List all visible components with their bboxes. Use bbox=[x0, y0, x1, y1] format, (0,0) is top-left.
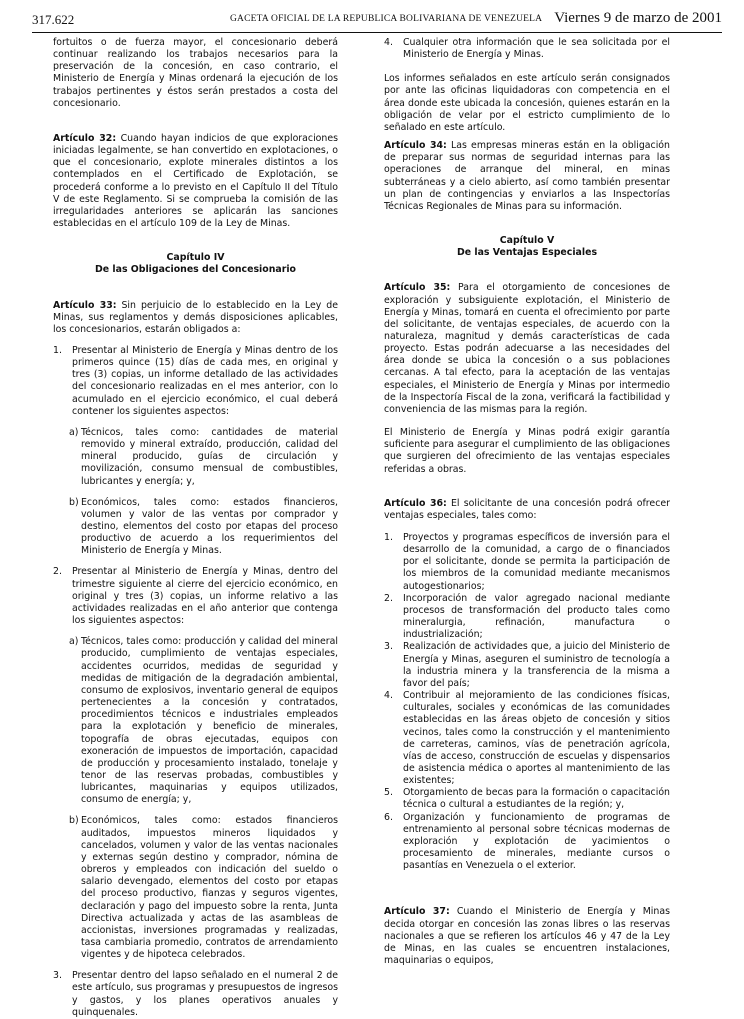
item-text: Incorporación de valor agregado nacional mediante procesos de transformación del producto tales como mineralurgia, refinación, manufactura o industrialización; bbox=[403, 592, 670, 641]
article-34-text: Las empresas mineras están en la obligación de preparar sus normas de seguridad internas para las operaciones de arranque del mineral, en minas subterráneas y a cielo abierto, así como también presentar un plan de contingencias y enviarlos a las Inspectorías Técnicas Regionales de Minas para su información. bbox=[384, 140, 670, 212]
obligation-item-3 bbox=[53, 970, 338, 1019]
article-35-text: Para el otorgamiento de concesiones de exploración y subsiguiente explotación, el Ministerio de Energía y Minas, tomará en cuenta el ofrecimiento por parte del solicitante, de ventajas especiales, de acuerdo con la naturaleza, magnitud y demás características de cada proyecto. Estas podrán adecuarse a las necesidades del área donde se ubica la concesión o a sus poblaciones cercanas. A tal efecto, para la aceptación de las ventajas especiales, el Ministerio de Energía y Minas por intermedio de la Inspectoría Fiscal de la zona, verificará la factibilidad y conveniencia de las mismas para la región. bbox=[384, 282, 670, 415]
item-text: Cualquier otra información que le sea solicitada por el Ministerio de Energía y Minas. bbox=[403, 37, 670, 61]
obligation-item-2 bbox=[53, 566, 338, 627]
item-text: Presentar al Ministerio de Energía y Minas dentro de los primeros quince (15) días de cada mes, en original y tres (3) copias, un informe detallado de las actividades del concesionario realizadas en el mes anterior, con lo acumulado en el ejercicio económico, el cual deberá contener los siguientes aspectos: bbox=[72, 344, 338, 417]
advantage-item-1 bbox=[384, 532, 670, 593]
article-35-label: Artículo 35: bbox=[384, 282, 451, 294]
sub-item-letter: a) bbox=[69, 636, 79, 648]
intro-paragraph: fortuitos o de fuerza mayor, el concesionario deberá continuar realizando los trabajos necesarios para la preservación de la concesión, en caso contrario, el Ministerio de Energía y Minas ordenará la ejecución de los trabajos pertinentes y éstos serán prestados a costa del concesionario. bbox=[53, 37, 338, 109]
article-32 bbox=[53, 133, 338, 230]
article-36 bbox=[384, 498, 670, 522]
sub-item-text: Económicos, tales como: estados financieros, volumen y valor de las ventas por comprador y destino, elementos del costo por etapas del proceso productivo de acuerdo a los requerimientos del Ministerio de Energía y Minas. bbox=[81, 496, 338, 557]
obligation-item-1b bbox=[53, 497, 338, 558]
article-33-label: Artículo 33: bbox=[53, 299, 117, 311]
article-32-label: Artículo 32: bbox=[53, 132, 117, 144]
item-number: 1. bbox=[53, 344, 62, 356]
sub-item-letter: b) bbox=[69, 815, 79, 827]
item-number: 3. bbox=[53, 970, 62, 982]
obligation-item-2b bbox=[53, 815, 338, 961]
item-text: Organización y funcionamiento de programas de entrenamiento al personal sobre técnicas modernas de exploración y explotación de yacimientos o procesamiento de minerales, mediante cursos o pasantías en Venezuela o el exterior. bbox=[403, 811, 670, 872]
item-text: Realización de actividades que, a juicio del Ministerio de Energía y Minas, aseguren el suministro de tecnología a la industria minera y la transferencia de la misma a favor del país; bbox=[403, 641, 670, 689]
article-36-text: El solicitante de una concesión podrá ofrecer ventajas especiales, tales como: bbox=[384, 497, 670, 521]
sub-item-text: Técnicos, tales como: cantidades de material removido y mineral extraído, producción, calidad del mineral producido, guías de circulación y movilización, consumo mensual de combustibles, lubricantes y energía; y, bbox=[81, 426, 338, 487]
garantia-paragraph: El Ministerio de Energía y Minas podrá exigir garantía suficiente para asegurar el cumplimiento de las obligaciones que surgieren del ofrecimiento de las ventajas especiales referidas a obras. bbox=[384, 427, 670, 475]
sub-item-text: Técnicos, tales como: producción y calidad del mineral producido, cumplimiento de ventajas especiales, accidentes ocurridos, medidas de seguridad y medidas de mitigación de la degradación ambiental, consumo de explosivos, inventario general de equipos pertenecientes a la concesión y contratados, procedimientos técnicos e industriales empleados para la explotación y beneficio de minerales, topografía de obras ejecutadas, equipos con exoneración de impuestos de importación, capacidad de producción y procesamiento instalado, tonelaje y tenor de las reservas probadas, combustibles y lubricantes, maquinarias y equipos utilizados, consumo de energía; y, bbox=[81, 636, 338, 806]
article-34-label: Artículo 34: bbox=[384, 140, 447, 152]
item-number: 3. bbox=[384, 641, 393, 653]
article-34 bbox=[384, 140, 670, 213]
chapter-iv-number: Capítulo IV bbox=[166, 252, 225, 264]
advantage-item-5 bbox=[384, 787, 670, 811]
sub-item-letter: b) bbox=[69, 496, 79, 508]
item-text: Contribuir al mejoramiento de las condiciones físicas, culturales, sociales y económicas de las comunidades establecidas en las áreas objeto de concesión y sitios vecinos, tales como la construcción y el mantenimiento de carreteras, caminos, vías de penetración agrícola, vías de acceso, construcción de escuelas y dispensarios de asistencia médica o aportes al mantenimiento de las existentes; bbox=[403, 690, 670, 787]
chapter-v-title: De las Ventajas Especiales bbox=[456, 247, 598, 259]
sub-item-text: Económicos, tales como: estados financieros auditados, impuestos mineros liquidados y cancelados, volumen y valor de las ventas nacionales y externas según destino y comprador, nómina de obreros y empleados con indicación del sueldo o salario devengado, elementos del costo por etapas del proceso productivo, fianzas y seguros vigentes, declaración y pago del impuesto sobre la renta, Junta Directiva actualizada y actas de las asambleas de accionistas, inversiones programadas y realizadas, tasa cambiaria promedio, contratos de arrendamiento vigentes y de hipoteca celebrados. bbox=[81, 815, 338, 961]
item-number: 5. bbox=[384, 787, 393, 799]
article-33 bbox=[53, 300, 338, 336]
page-number: 317.622 bbox=[32, 12, 75, 27]
article-37 bbox=[384, 906, 670, 967]
publication-date: Viernes 9 de marzo de 2001 bbox=[554, 10, 722, 26]
article-36-label: Artículo 36: bbox=[384, 497, 447, 509]
advantage-item-2 bbox=[384, 593, 670, 642]
item-text: Presentar al Ministerio de Energía y Minas, dentro del trimestre siguiente al cierre del ejercicio económico, en original y tres (3) copias, un informe relativo a las actividades realizadas en el año anterior que contenga los siguientes aspectos: bbox=[72, 566, 338, 627]
article-37-text: Cuando el Ministerio de Energía y Minas decida otorgar en concesión las zonas libres o las reservas nacionales a que se refieren los artículos 46 y 47 de la Ley de Minas, en las cuales se encuentren instalaciones, maquinarias o equipos, bbox=[384, 906, 670, 966]
obligation-item-4 bbox=[384, 37, 670, 61]
chapter-v-number: Capítulo V bbox=[499, 235, 555, 247]
informes-paragraph: Los informes señalados en este artículo serán consignados por ante las oficinas liquidadoras con competencia en el área donde este ubicada la concesión, quienes estarán en la obligación de velar por el estricto cumplimiento de lo señalado en este artículo. bbox=[384, 73, 670, 133]
page-header bbox=[32, 10, 722, 33]
gazette-title: GACETA OFICIAL DE LA REPUBLICA BOLIVARIANA DE VENEZUELA bbox=[230, 14, 543, 24]
obligation-item-1 bbox=[53, 345, 338, 418]
item-number: 2. bbox=[384, 592, 393, 604]
article-37-label: Artículo 37: bbox=[384, 906, 450, 918]
advantage-item-4 bbox=[384, 690, 670, 787]
obligation-item-2a bbox=[53, 636, 338, 806]
item-number: 6. bbox=[384, 811, 393, 823]
advantage-item-3 bbox=[384, 641, 670, 690]
item-number: 4. bbox=[384, 690, 393, 702]
left-column bbox=[53, 37, 338, 1019]
item-text: Presentar dentro del lapso señalado en el numeral 2 de este artículo, sus programas y presupuestos de ingresos y gastos, y los planes operativos anuales y quinquenales. bbox=[72, 970, 338, 1018]
item-number: 2. bbox=[53, 566, 62, 578]
chapter-iv-title: De las Obligaciones del Concesionario bbox=[95, 264, 296, 276]
item-number: 1. bbox=[384, 532, 393, 543]
advantage-item-6 bbox=[384, 812, 670, 873]
article-33-text: Sin perjuicio de lo establecido en la Ley de Minas, sus reglamentos y demás disposiciones aplicables, los concesionarios, estarán obligados a: bbox=[53, 299, 338, 335]
right-column bbox=[384, 37, 670, 967]
article-32-text: Cuando hayan indicios de que exploraciones iniciadas legalmente, se han convertido en explotaciones, o que el concesionario, explote minerales distintos a los contemplados en el Certificado de Explotación, se procederá conforme a lo previsto en el Capítulo II del Título V de este Reglamento. Si se comprueba la comisión de las irregularidades anteriores se aplicarán las sanciones establecidas en el artículo 109 de la Ley de Minas. bbox=[53, 132, 338, 230]
item-text: Otorgamiento de becas para la formación o capacitación técnica o cultural a estudiantes de la región; y, bbox=[403, 787, 670, 811]
item-text: Proyectos y programas específicos de inversión para el desarrollo de la comunidad, a cargo de o financiados por el solicitante, donde se permita la participación de los miembros de la comunidad mediante mecanismos autogestionarios; bbox=[403, 532, 670, 592]
sub-item-letter: a) bbox=[69, 426, 79, 438]
article-35 bbox=[384, 282, 670, 416]
obligation-item-1a bbox=[53, 427, 338, 488]
item-number: 4. bbox=[384, 37, 393, 48]
